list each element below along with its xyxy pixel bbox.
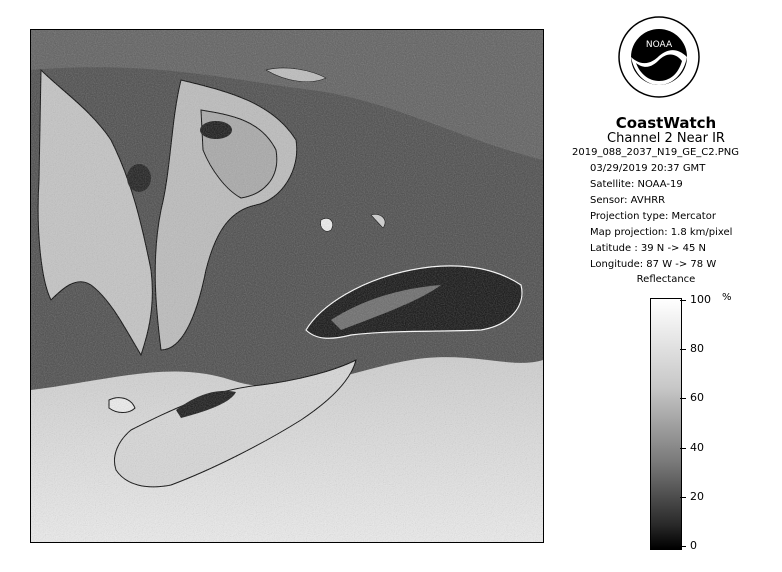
scale-tick-mark bbox=[680, 448, 686, 449]
map-projection: Map projection: 1.8 km/pixel bbox=[590, 227, 733, 238]
latitude-range: Latitude : 39 N -> 45 N bbox=[590, 243, 706, 254]
channel-label: Channel 2 Near IR bbox=[607, 131, 725, 146]
scale-tick-label: 40 bbox=[690, 440, 704, 454]
scale-tick-label: 60 bbox=[690, 391, 704, 405]
scale-tick-mark bbox=[680, 497, 686, 498]
scale-tick-mark bbox=[680, 546, 686, 547]
scale-tick-mark bbox=[680, 349, 686, 350]
noaa-logo bbox=[618, 16, 700, 98]
satellite: Satellite: NOAA-19 bbox=[590, 179, 683, 190]
scale-title: Reflectance bbox=[636, 274, 696, 285]
scale-tick-label: 100 bbox=[690, 293, 711, 306]
scale-tick-label: 20 bbox=[690, 489, 704, 503]
reflectance-colorbar bbox=[650, 298, 682, 550]
date-time: 03/29/2019 20:37 GMT bbox=[590, 163, 706, 174]
file-name: 2019_088_2037_N19_GE_C2.PNG bbox=[572, 147, 740, 158]
projection-type: Projection type: Mercator bbox=[590, 211, 716, 222]
image-texture bbox=[31, 30, 543, 542]
scale-tick-mark bbox=[680, 300, 686, 301]
sensor: Sensor: AVHRR bbox=[590, 195, 666, 206]
info-panel bbox=[560, 10, 772, 562]
longitude-range: Longitude: 87 W -> 78 W bbox=[590, 259, 717, 270]
scale-tick-label: 0 bbox=[690, 539, 697, 552]
logo-center-text: NOAA bbox=[645, 40, 673, 50]
satellite-image bbox=[30, 29, 544, 543]
map-canvas bbox=[31, 30, 543, 542]
scale-tick-mark bbox=[680, 398, 686, 399]
scale-tick-label: 80 bbox=[690, 342, 704, 356]
scale-unit: % bbox=[722, 292, 732, 303]
product-name: CoastWatch bbox=[615, 114, 717, 132]
